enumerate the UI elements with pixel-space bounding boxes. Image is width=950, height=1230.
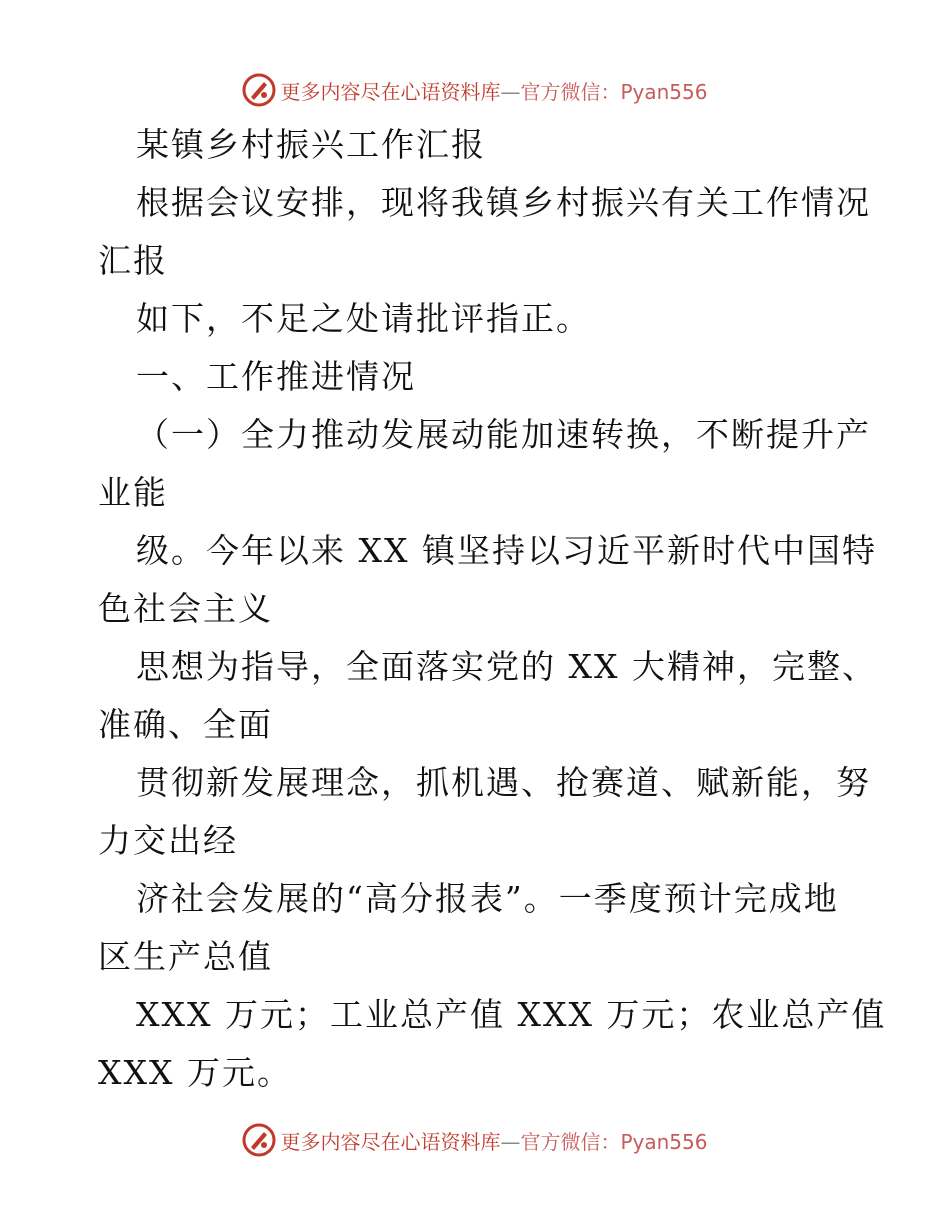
footer-banner — [0, 1120, 950, 1160]
text-line: 汇报 — [98, 241, 168, 280]
text-line: XXX 万元；工业总产值 XXX 万元；农业总产值 — [136, 995, 887, 1034]
header-banner — [0, 70, 950, 110]
header-wechat-text: 官方微信：Pyan556 — [520, 79, 708, 104]
header-separator: — — [500, 79, 521, 104]
brand-logo-icon — [242, 73, 276, 107]
text-line: 济社会发展的“高分报表”。一季度预计完成地 — [136, 879, 839, 918]
footer-brand-text: 更多内容尽在心语资料库 — [280, 1129, 501, 1154]
document-title: 某镇乡村振兴工作汇报 — [136, 125, 486, 164]
text-line: 色社会主义 — [98, 589, 273, 628]
text-line: 准确、全面 — [98, 705, 273, 744]
text-line: 根据会议安排，现将我镇乡村振兴有关工作情况 — [136, 183, 871, 222]
subsection-heading: （一）全力推动发展动能加速转换，不断提升产 — [136, 415, 871, 454]
text-line: 区生产总值 — [98, 937, 273, 976]
text-line: 贯彻新发展理念，抓机遇、抢赛道、赋新能，努 — [136, 763, 871, 802]
text-line: 力交出经 — [98, 821, 238, 860]
footer-banner-text — [280, 1126, 707, 1155]
text-line: 业能 — [98, 473, 168, 512]
header-brand-text: 更多内容尽在心语资料库 — [280, 79, 501, 104]
text-line: 如下，不足之处请批评指正。 — [136, 299, 591, 338]
header-banner-text — [280, 76, 707, 105]
document-body — [98, 116, 887, 1102]
text-line: XXX 万元。 — [98, 1053, 292, 1092]
text-line: 思想为指导，全面落实党的 XX 大精神，完整、 — [136, 647, 877, 686]
text-line: 级。今年以来 XX 镇坚持以习近平新时代中国特 — [136, 531, 877, 570]
footer-separator: — — [500, 1129, 521, 1154]
section-heading: 一、工作推进情况 — [136, 357, 416, 396]
brand-logo-icon — [242, 1123, 276, 1157]
footer-wechat-text: 官方微信：Pyan556 — [520, 1129, 708, 1154]
